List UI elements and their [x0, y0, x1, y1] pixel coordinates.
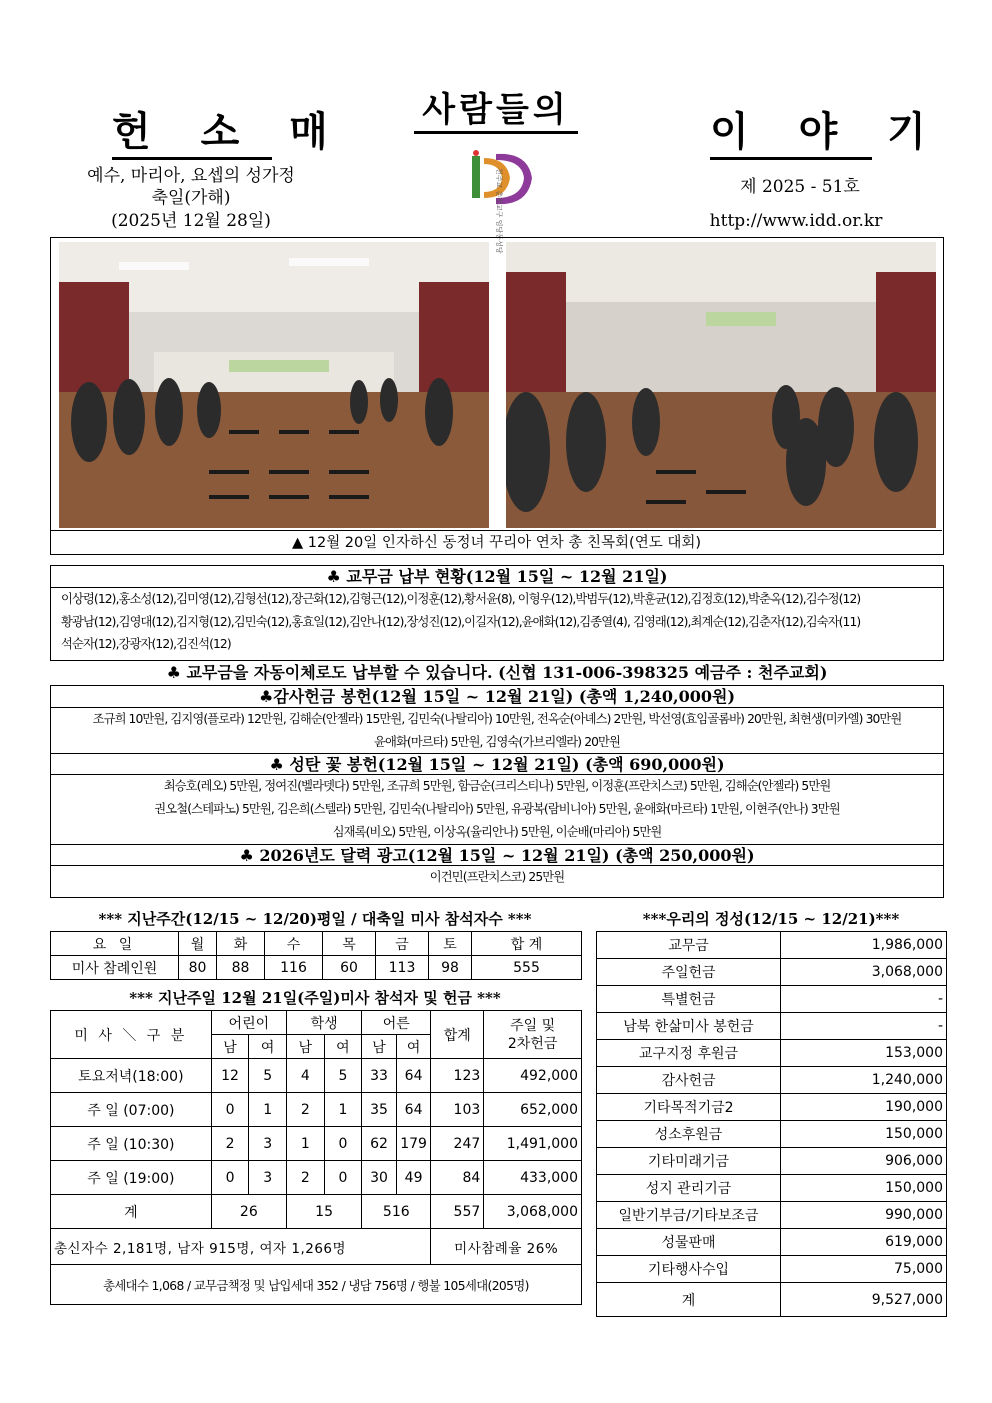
offering-label: 특별헌금: [597, 986, 781, 1013]
count-cell: 64: [396, 1059, 431, 1093]
count-cell: 1: [324, 1093, 362, 1127]
sunday-header-adult: 어른: [362, 1011, 431, 1035]
row-money: 433,000: [484, 1161, 582, 1195]
offering-value: 1,986,000: [781, 932, 947, 959]
count-cell: 62: [362, 1127, 397, 1161]
sunday-table: [50, 1010, 582, 1305]
dues-title: ♣ 교무금 납부 현황(12월 15일 ~ 12월 21일): [51, 566, 943, 588]
offering-value: 75,000: [781, 1256, 947, 1283]
offering-value: 3,068,000: [781, 959, 947, 986]
count-cell: 0: [211, 1161, 249, 1195]
feast-line-1: 예수, 마리아, 요셉의 성가정: [87, 166, 295, 186]
count-cell: 3: [249, 1127, 287, 1161]
offering-total-value: 9,527,000: [781, 1283, 947, 1317]
mass-time: 주 일 (10:30): [51, 1127, 212, 1161]
row-money: 492,000: [484, 1059, 582, 1093]
thanks-line: 조규희 10만원, 김지영(플로라) 12만원, 김해순(안젤라) 15만원, 김민숙(나탈리아) 10만원, 전옥순(아녜스) 2만원, 박선영(효임골롬바) 20만원, 최현생(미카엘) 30만원: [92, 712, 902, 726]
dues-line: 황광남(12),김영대(12),김지형(12),김민숙(12),홍효일(12),김안나(12),장성진(12),이길자(12),윤애화(12),김종열(4), 김영래(12),최계순(12),김춘자(12),김숙자(11): [61, 614, 861, 629]
believers-summary: 총신자수 2,181명, 남자 915명, 여자 1,266명: [51, 1229, 431, 1265]
mass-time: 주 일 (07:00): [51, 1093, 212, 1127]
money-total: 3,068,000: [484, 1195, 582, 1229]
photo-caption: ▲ 12월 20일 인자하신 동정녀 꾸리아 연차 총 친목회(연도 대회): [51, 530, 942, 554]
attendance-rate: 미사참례율 26%: [431, 1229, 582, 1265]
offering-value: 153,000: [781, 1040, 947, 1067]
offering-label: 교구지정 후원금: [597, 1040, 781, 1067]
count-cell: 35: [362, 1093, 397, 1127]
count-cell: 4: [286, 1059, 324, 1093]
count-cell: 0: [211, 1093, 249, 1127]
row-total: 103: [431, 1093, 484, 1127]
logo-caption: 천주교 춘천교구 임당동성당: [495, 168, 503, 254]
header-female: 여: [324, 1035, 362, 1059]
offering-value: -: [781, 986, 947, 1013]
count-cell: 5: [249, 1059, 287, 1093]
row-total: 247: [431, 1127, 484, 1161]
flowers-title: ♣ 성탄 꽃 봉헌(12월 15일 ~ 12월 21일) (총액 690,000원): [51, 753, 943, 775]
weekday-header: 화: [217, 932, 265, 956]
student-total: 15: [286, 1195, 361, 1229]
offering-label: 기타행사수입: [597, 1256, 781, 1283]
count-cell: 2: [211, 1127, 249, 1161]
count-cell: 2: [286, 1093, 324, 1127]
weekday-header: 수: [265, 932, 323, 956]
offerings-table: [596, 931, 947, 1317]
offering-value: 1,240,000: [781, 1067, 947, 1094]
row-total: 84: [431, 1161, 484, 1195]
event-photo-right: [506, 242, 936, 528]
weekday-value: 88: [217, 956, 265, 980]
website-url: http://www.idd.or.kr: [709, 211, 883, 231]
count-cell: 64: [396, 1093, 431, 1127]
sunday-header-child: 어린이: [211, 1011, 286, 1035]
weekday-value: 116: [265, 956, 323, 980]
offering-value: -: [781, 1013, 947, 1040]
weekday-value: 60: [323, 956, 376, 980]
header-male: 남: [211, 1035, 249, 1059]
offering-value: 190,000: [781, 1094, 947, 1121]
header-female: 여: [396, 1035, 431, 1059]
dues-section: [50, 565, 944, 661]
calendar-title: ♣ 2026년도 달력 광고(12월 15일 ~ 12월 21일) (총액 250,000원): [51, 844, 943, 866]
weekday-total: 555: [472, 956, 582, 980]
offering-total-label: 계: [597, 1283, 781, 1317]
count-cell: 1: [249, 1093, 287, 1127]
sunday-row: [51, 1093, 582, 1127]
household-summary: 총세대수 1,068 / 교무금책정 및 납입세대 352 / 냉담 756명 / 행불 105세대(205명): [51, 1265, 582, 1305]
weekday-value: 113: [376, 956, 429, 980]
sunday-row: [51, 1161, 582, 1195]
offering-label: 교무금: [597, 932, 781, 959]
sunday-row: [51, 1059, 582, 1093]
offering-label: 기타미래기금: [597, 1148, 781, 1175]
sunday-total-row: [51, 1195, 582, 1229]
donations-section: [50, 685, 944, 898]
mass-time: 주 일 (19:00): [51, 1161, 212, 1195]
count-cell: 5: [324, 1059, 362, 1093]
calendar-line: 이건민(프란치스코) 25만원: [429, 869, 565, 884]
row-total: 123: [431, 1059, 484, 1093]
weekday-header: 합 계: [472, 932, 582, 956]
weekday-table: [50, 931, 582, 980]
flowers-line: 권오철(스테파노) 5만원, 김은희(스텔라) 5만원, 김민숙(나탈리아) 5만원, 유광복(람비니아) 5만원, 윤애화(마르타) 1만원, 이현주(안나) 3만원: [154, 802, 840, 817]
dues-line: 이상령(12),홍소성(12),김미영(12),김형선(12),장근화(12),김형근(12),이정훈(12),황서윤(8), 이형우(12),박범두(12),박훈균(12),김정호(12),박춘옥(12),김수정(12): [61, 592, 861, 606]
count-cell: 0: [324, 1127, 362, 1161]
count-cell: 49: [396, 1161, 431, 1195]
weekday-title: *** 지난주간(12/15 ~ 12/20)평일 / 대축일 미사 참석자수 ***: [98, 910, 532, 928]
weekday-header: 요 일: [51, 932, 179, 956]
flowers-line: 최승호(레오) 5만원, 정여진(벨라뎃다) 5만원, 조규희 5만원, 함금순(크리스티나) 5만원, 이정훈(프란치스코) 5만원, 김해순(안젤라) 5만원: [163, 779, 831, 794]
count-cell: 1: [286, 1127, 324, 1161]
thanks-line: 윤애화(마르타) 5만원, 김영숙(가브리엘라) 20만원: [373, 734, 620, 749]
offering-label: 성지 관리기금: [597, 1175, 781, 1202]
offering-label: 남북 한삶미사 봉헌금: [597, 1013, 781, 1040]
parish-logo: [452, 148, 548, 254]
newsletter-title-left: 헌 소 매: [112, 100, 272, 160]
sunday-row: [51, 1127, 582, 1161]
count-cell: 3: [249, 1161, 287, 1195]
weekday-value: 80: [179, 956, 217, 980]
newsletter-title-right: 이 야 기: [710, 100, 872, 160]
offering-label: 주일헌금: [597, 959, 781, 986]
row-money: 652,000: [484, 1093, 582, 1127]
count-cell: 33: [362, 1059, 397, 1093]
sunday-header-student: 학생: [286, 1011, 361, 1035]
offering-value: 150,000: [781, 1121, 947, 1148]
sunday-header-total: 합계: [431, 1011, 484, 1059]
newsletter-title-center: 사람들의: [414, 82, 578, 134]
offering-label: 기타목적기금2: [597, 1094, 781, 1121]
offering-value: 906,000: [781, 1148, 947, 1175]
mass-time: 토요저녁(18:00): [51, 1059, 212, 1093]
photo-section: [50, 237, 944, 555]
weekday-row-label: 미사 참례인원: [51, 956, 179, 980]
total-label: 계: [51, 1195, 212, 1229]
row-money: 1,491,000: [484, 1127, 582, 1161]
offering-label: 성소후원금: [597, 1121, 781, 1148]
sunday-header-money: 주일 및 2차헌금: [484, 1011, 582, 1059]
header-female: 여: [249, 1035, 287, 1059]
weekday-header: 금: [376, 932, 429, 956]
sunday-header-mass: 미 사 ＼ 구 분: [51, 1011, 212, 1059]
count-cell: 2: [286, 1161, 324, 1195]
header-male: 남: [362, 1035, 397, 1059]
count-cell: 0: [324, 1161, 362, 1195]
weekday-header: 목: [323, 932, 376, 956]
offering-value: 619,000: [781, 1229, 947, 1256]
thanks-title: ♣감사헌금 봉헌(12월 15일 ~ 12월 21일) (총액 1,240,000원): [51, 686, 943, 708]
feast-line-2: 축일(가해): [151, 188, 231, 208]
offering-label: 일반기부금/기타보조금: [597, 1202, 781, 1229]
auto-transfer-notice: ♣ 교무금을 자동이체로도 납부할 수 있습니다. (신협 131-006-398325 예금주 : 천주교회): [166, 663, 828, 682]
adult-total: 516: [362, 1195, 431, 1229]
issue-number: 제 2025 - 51호: [740, 177, 860, 197]
weekday-value: 98: [429, 956, 472, 980]
issue-date: (2025년 12월 28일): [111, 211, 271, 231]
weekday-header: 토: [429, 932, 472, 956]
sunday-title: *** 지난주일 12월 21일(주일)미사 참석자 및 헌금 ***: [129, 989, 501, 1007]
weekday-header: 월: [179, 932, 217, 956]
flowers-line: 심재록(비오) 5만원, 이상옥(율리안나) 5만원, 이순배(마리아) 5만원: [332, 824, 662, 839]
offering-label: 성물판매: [597, 1229, 781, 1256]
offering-label: 감사헌금: [597, 1067, 781, 1094]
dues-line: 석순자(12),강광자(12),김진석(12): [61, 637, 231, 652]
event-photo-left: [59, 242, 489, 528]
grand-total: 557: [431, 1195, 484, 1229]
count-cell: 179: [396, 1127, 431, 1161]
offering-value: 990,000: [781, 1202, 947, 1229]
count-cell: 30: [362, 1161, 397, 1195]
child-total: 26: [211, 1195, 286, 1229]
offerings-title: ***우리의 정성(12/15 ~ 12/21)***: [642, 910, 900, 928]
offering-value: 150,000: [781, 1175, 947, 1202]
header-male: 남: [286, 1035, 324, 1059]
count-cell: 12: [211, 1059, 249, 1093]
